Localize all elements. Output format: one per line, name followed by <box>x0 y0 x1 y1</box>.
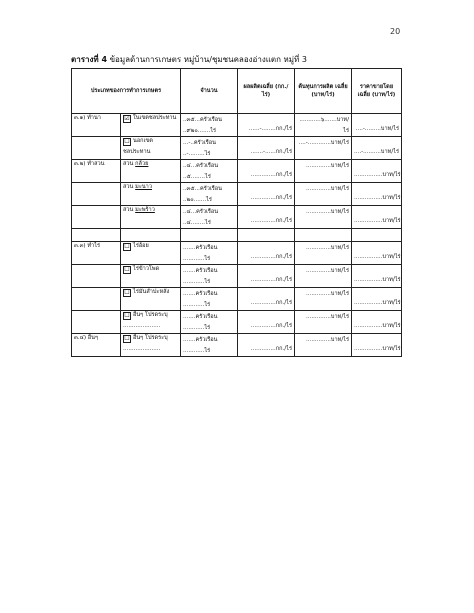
type-cell: ☐ อื่นๆ โปรดระบุ ..................... <box>121 311 181 334</box>
header-yield: ผลผลิตเฉลี่ย (กก./ไร่) <box>238 69 295 114</box>
price-cell: ....-..........บาท/ไร่ <box>352 137 402 160</box>
type-cell: ☑ ในเขตชลประทาน <box>121 114 181 137</box>
table-row <box>72 265 402 288</box>
amount-cell: .......ครัวเรือน ............ไร่ <box>181 334 238 357</box>
table-row <box>72 160 402 183</box>
category-cell <box>72 183 121 206</box>
category-cell: ๓.๒) ทำสวน <box>72 160 121 183</box>
category-cell: ๓.๑) ทำนา <box>72 114 121 137</box>
table-row <box>72 334 402 357</box>
table-row <box>72 288 402 311</box>
cost-cell: ..............บาท/ไร่ <box>295 160 352 183</box>
table-row <box>72 183 402 206</box>
type-cell: ☐ ไร่อ้อย <box>121 242 181 265</box>
header-amount: จำนวน <box>181 69 238 114</box>
yield-cell: ..............กก./ไร่ <box>238 160 295 183</box>
amount-cell: ..๓๕...ครัวเรือน ..๙๒๐.......ไร่ <box>181 114 238 137</box>
spacer-cell <box>72 229 121 242</box>
type-cell: สวน มะนาว <box>121 183 181 206</box>
page-number: 20 <box>390 27 401 36</box>
type-cell: ☐ ไร่ข้าวโพด <box>121 265 181 288</box>
amount-cell: ...-..ครัวเรือน ..-.........ไร่ <box>181 137 238 160</box>
table-row <box>72 114 402 137</box>
price-cell: ................บาท/ไร่ <box>352 311 402 334</box>
table-row <box>72 137 402 160</box>
price-cell: ................บาท/ไร่ <box>352 160 402 183</box>
category-cell: ๓.๓) ทำไร่ <box>72 242 121 265</box>
table-row <box>72 206 402 229</box>
yield-cell: ..............กก./ไร่ <box>238 183 295 206</box>
table-row <box>72 242 402 265</box>
checkbox-icon[interactable]: ☐ <box>124 289 130 296</box>
type-cell: สวน มะพร้าว <box>121 206 181 229</box>
category-cell <box>72 137 121 160</box>
category-cell <box>72 288 121 311</box>
header-type: ประเภทของการทำการเกษตร <box>72 69 181 114</box>
price-cell: ................บาท/ไร่ <box>352 242 402 265</box>
cost-cell: ..............บาท/ไร่ <box>295 265 352 288</box>
amount-cell: ..๓๕...ครัวเรือน ..๒๐.......ไร่ <box>181 183 238 206</box>
amount-cell: ..๔...ครัวเรือน ..๔........ไร่ <box>181 206 238 229</box>
yield-cell: ..............กก./ไร่ <box>238 242 295 265</box>
yield-cell: .......-......กก./ไร่ <box>238 137 295 160</box>
cost-cell: ..............บาท/ไร่ <box>295 311 352 334</box>
checkbox-icon[interactable]: ☐ <box>124 243 130 250</box>
yield-cell: ..............กก./ไร่ <box>238 288 295 311</box>
category-cell: ๓.๔) อื่นๆ <box>72 334 121 357</box>
amount-cell: .......ครัวเรือน ............ไร่ <box>181 242 238 265</box>
price-cell: ................บาท/ไร่ <box>352 206 402 229</box>
price-cell: ................บาท/ไร่ <box>352 183 402 206</box>
cost-cell: ..............บาท/ไร่ <box>295 242 352 265</box>
checkbox-icon[interactable]: ☑ <box>124 115 130 122</box>
caption-label: ตารางที่ 4 <box>71 55 108 64</box>
spacer-cell <box>295 229 352 242</box>
amount-cell: .......ครัวเรือน ............ไร่ <box>181 311 238 334</box>
checkbox-icon[interactable]: ☐ <box>124 312 130 319</box>
cost-cell: ..............บาท/ไร่ <box>295 183 352 206</box>
category-cell <box>72 311 121 334</box>
amount-cell: .......ครัวเรือน ............ไร่ <box>181 288 238 311</box>
caption-text: ข้อมูลด้านการเกษตร หมู่บ้าน/ชุมชนคลองอ่างแตก หมู่ที่ 3 <box>109 55 307 64</box>
header-price: ราคาขายโดย เฉลี่ย (บาท/ไร่) <box>352 69 402 114</box>
category-cell <box>72 206 121 229</box>
cost-cell: ....-.............บาท/ไร่ <box>295 137 352 160</box>
spacer-row <box>72 229 402 242</box>
yield-cell: ......-........กก./ไร่ <box>238 114 295 137</box>
type-cell: ☐ ไร่มันสำปะหลัง <box>121 288 181 311</box>
type-cell: สวน กล้วย <box>121 160 181 183</box>
spacer-cell <box>238 229 295 242</box>
type-cell: ☐ อื่นๆ โปรดระบุ ..................... <box>121 334 181 357</box>
price-cell: ....-.........บาท/ไร่ <box>352 114 402 137</box>
category-cell <box>72 265 121 288</box>
spacer-cell <box>121 229 181 242</box>
cost-cell: ..............บาท/ไร่ <box>295 334 352 357</box>
checkbox-icon[interactable]: ☐ <box>124 335 130 342</box>
agriculture-table <box>71 68 402 357</box>
amount-cell: .......ครัวเรือน ............ไร่ <box>181 265 238 288</box>
checkbox-icon[interactable]: ☐ <box>124 138 130 145</box>
spacer-cell <box>352 229 402 242</box>
cost-cell: ..............บาท/ไร่ <box>295 288 352 311</box>
yield-cell: ..............กก./ไร่ <box>238 334 295 357</box>
spacer-cell <box>181 229 238 242</box>
price-cell: ................บาท/ไร่ <box>352 334 402 357</box>
header-cost: ต้นทุนการผลิต เฉลี่ย (บาท/ไร่) <box>295 69 352 114</box>
price-cell: ................บาท/ไร่ <box>352 288 402 311</box>
amount-cell: ..๔...ครัวเรือน ..๕........ไร่ <box>181 160 238 183</box>
cost-cell: ............๖.......บาท/ ไร่ <box>295 114 352 137</box>
table-caption <box>71 53 307 66</box>
type-cell: ☐ นอกเขต ชลประทาน <box>121 137 181 160</box>
yield-cell: ..............กก./ไร่ <box>238 311 295 334</box>
yield-cell: ..............กก./ไร่ <box>238 206 295 229</box>
cost-cell: ..............บาท/ไร่ <box>295 206 352 229</box>
price-cell: ................บาท/ไร่ <box>352 265 402 288</box>
yield-cell: ..............กก./ไร่ <box>238 265 295 288</box>
table-row <box>72 311 402 334</box>
table-header-row <box>72 69 402 114</box>
checkbox-icon[interactable]: ☐ <box>124 266 130 273</box>
